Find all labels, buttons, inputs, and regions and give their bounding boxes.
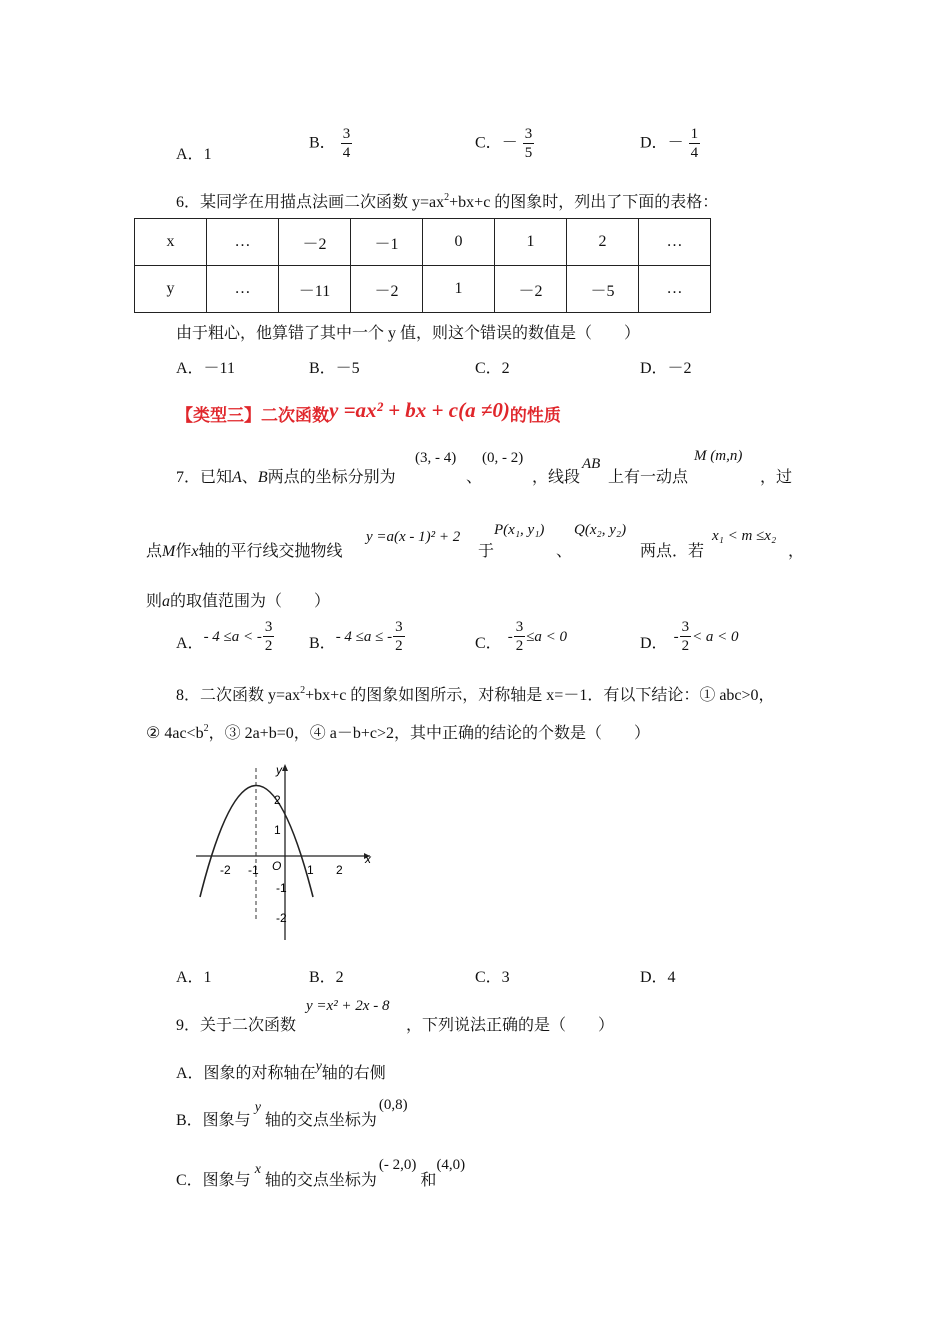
q7-point-p: P(x₁, y₁) (494, 522, 545, 538)
point: (- 2,0) (378, 1157, 417, 1173)
expr: < a < 0 (692, 628, 739, 645)
option-label: D． (640, 634, 668, 652)
q9-function: y =x² + 2x - 8 (306, 998, 390, 1014)
q7-text: ，线段 (532, 469, 581, 486)
q7-text: ，过 (760, 469, 793, 486)
expr: ≤a < 0 (526, 628, 568, 645)
expr: - (507, 628, 513, 645)
q7-option-c (475, 620, 567, 654)
denominator: 2 (395, 638, 403, 654)
text: ② 4ac<b (146, 725, 204, 742)
text: 轴的交点坐标为 (264, 1112, 377, 1129)
text: 轴的平行线交抛物线 (198, 543, 343, 560)
q5-option-d (640, 127, 701, 161)
fraction (393, 620, 405, 654)
text: 、 (241, 469, 258, 486)
q6-follow-text: 由于粗心，他算错了其中一个 y 值，则这个错误的数值是（ ） (176, 325, 641, 342)
numerator: 3 (681, 619, 690, 635)
text: A．图象的对称轴在 (176, 1065, 316, 1082)
q5-option-c (475, 127, 535, 161)
fraction (341, 127, 353, 161)
expr: - 4 ≤a ≤ - (335, 628, 393, 645)
q7-point-b: (0, - 2) (482, 450, 524, 466)
point: (4,0) (436, 1157, 466, 1173)
q7-point-a: (3, - 4) (415, 450, 457, 466)
sign: － (667, 134, 684, 152)
y-axis-label: y (276, 763, 282, 777)
y-tick-label: 1 (274, 823, 281, 837)
text: 则 (146, 593, 163, 610)
table-cell: －2 (351, 266, 423, 313)
var: A (232, 469, 242, 486)
expr: - (673, 628, 679, 645)
table-cell: 0 (423, 219, 495, 266)
text: 轴的右侧 (321, 1065, 386, 1082)
x-tick-label: 2 (336, 863, 343, 877)
option-label: A． (176, 146, 204, 163)
parabola-graph (190, 760, 380, 945)
table-cell: 2 (567, 219, 639, 266)
x-tick-label: -2 (220, 863, 231, 877)
q6-option-c: C．2 (475, 360, 510, 377)
table-row (135, 219, 711, 266)
x-axis-label: x (365, 852, 371, 866)
numerator: 3 (515, 619, 524, 635)
superscript: 2 (300, 685, 306, 696)
value-table (134, 218, 711, 313)
q9-option-a (176, 1060, 386, 1083)
option-value: 1 (203, 146, 212, 163)
option-label: B． (309, 634, 336, 652)
q8-option-a: A．1 (176, 969, 212, 986)
option-label: D． (640, 134, 668, 152)
var: M (162, 543, 176, 560)
option-label: A． (176, 634, 204, 652)
q7-option-b (309, 620, 406, 654)
q9-stem-start: 9．关于二次函数 (176, 1017, 297, 1034)
text: 作 (175, 543, 192, 560)
q8-option-c: C．3 (475, 969, 510, 986)
table-cell: 1 (495, 219, 567, 266)
q7-parabola: y =a(x - 1)² + 2 (366, 529, 461, 545)
y-axis-arrow-icon (282, 764, 288, 771)
text: 点 (146, 543, 163, 560)
fraction (680, 620, 692, 654)
q8-option-b: B．2 (309, 969, 344, 986)
var: a (162, 593, 171, 610)
q6-stem (176, 189, 718, 212)
numerator: 3 (342, 126, 351, 142)
denominator: 4 (690, 145, 699, 161)
q7-text: 、 (556, 543, 573, 560)
table-cell: … (639, 266, 711, 313)
q6-option-a: A．－11 (176, 360, 235, 377)
q7-point-m: M (m,n) (694, 448, 743, 464)
q7-option-a (176, 620, 275, 654)
text: C．图象与 (176, 1172, 251, 1189)
text: 轴的交点坐标为 (264, 1172, 377, 1189)
numerator: 3 (264, 619, 273, 635)
q7-text: 于 (478, 543, 495, 560)
q9-option-c (176, 1157, 466, 1190)
fraction (523, 127, 535, 161)
fraction (689, 127, 701, 161)
text: 8．二次函数 y=ax (176, 687, 301, 704)
numerator: 3 (395, 619, 403, 635)
table-cell: x (135, 219, 207, 266)
fraction (514, 620, 526, 654)
fraction (263, 620, 275, 654)
sign: － (501, 134, 518, 152)
superscript: 2 (444, 192, 450, 203)
denominator: 2 (264, 638, 273, 654)
q9-option-b (176, 1097, 408, 1130)
denominator: 4 (342, 145, 351, 161)
table-cell: －11 (279, 266, 351, 313)
q8-line1 (176, 682, 775, 705)
text: +bx+c 的图象如图所示，对称轴是 x=－1．有以下结论：① abc>0， (305, 687, 775, 704)
q6-option-b: B．－5 (309, 360, 360, 377)
table-cell: －2 (279, 219, 351, 266)
q7-point-q: Q(x₂, y₂) (574, 522, 627, 538)
q7-text: 上有一动点 (608, 469, 689, 486)
y-tick-label: 2 (274, 793, 281, 807)
q8-line2 (146, 720, 650, 743)
q7-text: ， (788, 543, 805, 560)
q7-text: 两点．若 (640, 543, 705, 560)
text: 的取值范围为（ ） (170, 593, 331, 610)
y-tick-label: -1 (276, 881, 287, 895)
q7-line2-start (146, 538, 342, 561)
option-label: B． (309, 134, 336, 152)
q9-stem-end: ，下列说法正确的是（ ） (406, 1017, 615, 1034)
q7-sep: 、 (466, 469, 483, 486)
text: ，③ 2a+b=0，④ a－b+c>2，其中正确的结论的个数是（ ） (208, 725, 650, 742)
option-label: C． (475, 634, 502, 652)
text: 和 (420, 1172, 437, 1189)
q5-option-b (309, 127, 353, 161)
table-cell: … (207, 219, 279, 266)
table-cell: －5 (567, 266, 639, 313)
table-cell: －2 (495, 266, 567, 313)
q7-condition: x₁ < m ≤x₂ (712, 528, 777, 544)
option-label: C． (475, 134, 502, 152)
point: (0,8) (378, 1097, 408, 1113)
text: B．图象与 (176, 1112, 251, 1129)
superscript: 2 (203, 723, 209, 734)
origin-label: O (272, 859, 282, 873)
q5-option-a (176, 141, 212, 164)
q8-option-d: D．4 (640, 969, 676, 986)
table-cell: … (207, 266, 279, 313)
q7-line3 (146, 588, 330, 611)
q7-line1 (176, 452, 396, 486)
text: 两点的坐标分别为 (267, 469, 396, 486)
table-cell: y (135, 266, 207, 313)
x-tick-label: 1 (307, 863, 314, 877)
var: y (315, 1059, 322, 1074)
stem-text: 6．某同学在用描点法画二次函数 y=ax (176, 194, 445, 211)
table-cell: 1 (423, 266, 495, 313)
numerator: 3 (524, 126, 533, 142)
denominator: 2 (681, 638, 690, 654)
denominator: 5 (524, 145, 533, 161)
heading-suffix: 的性质 (509, 406, 561, 426)
heading-prefix: 【类型三】二次函数 (176, 406, 329, 426)
var: x (254, 1162, 261, 1177)
var: B (257, 469, 268, 486)
y-tick-label: -2 (276, 911, 287, 925)
x-tick-label: -1 (248, 863, 259, 877)
q7-option-d (640, 620, 739, 654)
heading-formula: y =ax² + bx + c(a ≠0) (329, 398, 510, 422)
q7-segment-ab: AB (582, 456, 601, 472)
stem-text: +bx+c 的图象时，列出了下面的表格： (449, 194, 719, 211)
q6-option-d: D．－2 (640, 360, 692, 377)
numerator: 1 (690, 126, 699, 142)
expr: - 4 ≤a < - (203, 628, 262, 645)
section-heading (176, 398, 561, 426)
var: x (191, 543, 199, 560)
text: 7．已知 (176, 469, 233, 486)
var: y (254, 1100, 261, 1115)
table-cell: －1 (351, 219, 423, 266)
table-row (135, 266, 711, 313)
table-cell: … (639, 219, 711, 266)
denominator: 2 (515, 638, 524, 654)
